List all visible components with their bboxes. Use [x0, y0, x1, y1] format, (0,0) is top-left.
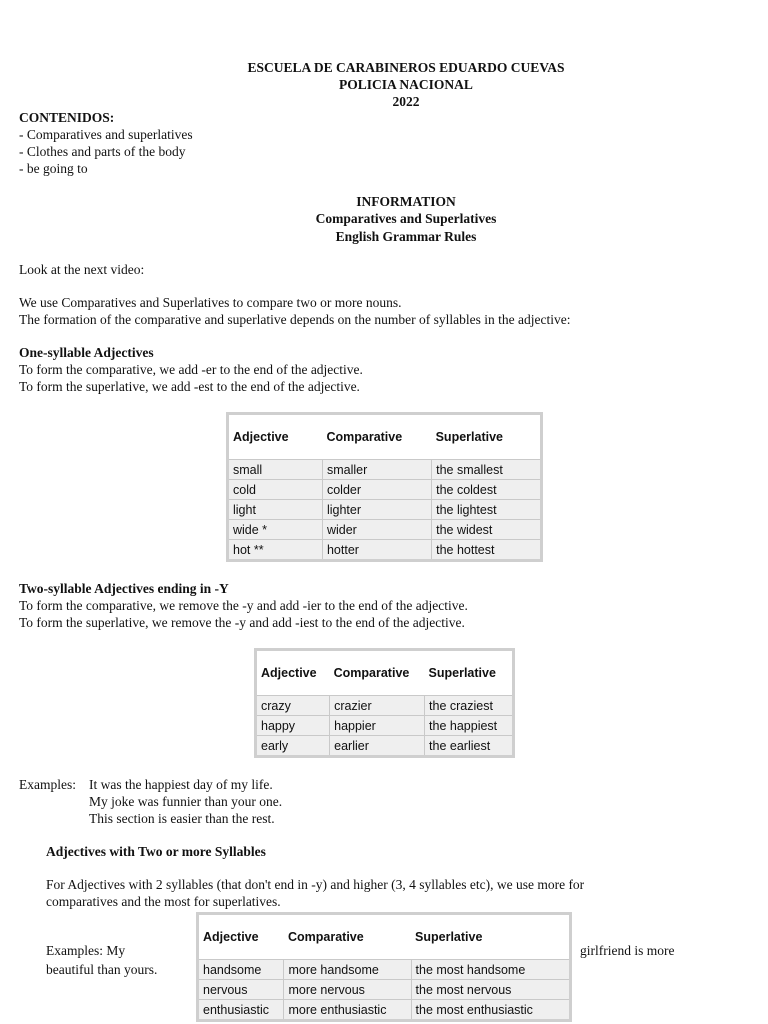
- table-cell: the smallest: [432, 460, 542, 480]
- table-cell: happier: [330, 716, 425, 736]
- table-cell: the most enthusiastic: [411, 1000, 570, 1021]
- table-cell: smaller: [322, 460, 431, 480]
- example-sentence: beautiful than yours.: [46, 962, 158, 977]
- table-header-row: [256, 650, 514, 696]
- table-cell: the happiest: [425, 716, 514, 736]
- table-cell: happy: [256, 716, 330, 736]
- examples-label: Examples:: [19, 777, 76, 792]
- table-row: [256, 736, 514, 757]
- example-sentence: girlfriend is more: [580, 943, 675, 958]
- table-row: [198, 980, 571, 1000]
- table-cell: more nervous: [284, 980, 411, 1000]
- rule-line: To form the comparative, we add -er to the end of the adjective.: [19, 362, 363, 377]
- table-row: [198, 960, 571, 980]
- section-heading: Two-syllable Adjectives ending in -Y: [19, 581, 229, 596]
- section-heading: One-syllable Adjectives: [19, 345, 154, 360]
- info-subtitle: English Grammar Rules: [335, 229, 477, 244]
- table-cell: lighter: [322, 500, 431, 520]
- contents-item: - Comparatives and superlatives: [19, 127, 193, 142]
- table-cell: hot **: [228, 540, 323, 561]
- table-row: [228, 460, 542, 480]
- table-row: [198, 1000, 571, 1021]
- table-cell: nervous: [198, 980, 284, 1000]
- intro-paragraph: We use Comparatives and Superlatives to compare two or more nouns.: [19, 295, 402, 310]
- table-cell: earlier: [330, 736, 425, 757]
- table-header: Comparative: [326, 430, 403, 444]
- table-cell: cold: [228, 480, 323, 500]
- table-cell: the most nervous: [411, 980, 570, 1000]
- table-cell: wider: [322, 520, 431, 540]
- rule-line: To form the comparative, we remove the -y and add -ier to the end of the adjective.: [19, 598, 468, 613]
- contents-item: - be going to: [19, 161, 88, 176]
- table-cell: the hottest: [432, 540, 542, 561]
- school-name: ESCUELA DE CARABINEROS EDUARDO CUEVAS: [247, 60, 565, 75]
- table-row: [228, 500, 542, 520]
- table-header: Comparative: [333, 666, 410, 680]
- table-header: Superlative: [428, 666, 496, 680]
- rule-paragraph: For Adjectives with 2 syllables (that don't end in -y) and higher (3, 4 syllables etc), we use more for: [46, 877, 585, 892]
- table-row: [228, 520, 542, 540]
- table-header-row: [228, 414, 542, 460]
- table-cell: the coldest: [432, 480, 542, 500]
- table-cell: handsome: [198, 960, 284, 980]
- table-cell: enthusiastic: [198, 1000, 284, 1021]
- contents-title: CONTENIDOS:: [19, 110, 115, 125]
- one-syllable-table: [226, 412, 543, 562]
- intro-paragraph: The formation of the comparative and superlative depends on the number of syllables in the adjective:: [19, 312, 571, 327]
- table-header: Adjective: [203, 930, 259, 944]
- table-cell: the craziest: [425, 696, 514, 716]
- table-row: [256, 716, 514, 736]
- info-subtitle: Comparatives and Superlatives: [315, 211, 497, 226]
- table-cell: small: [228, 460, 323, 480]
- table-cell: wide *: [228, 520, 323, 540]
- example-sentence: It was the happiest day of my life.: [89, 777, 273, 792]
- table-cell: light: [228, 500, 323, 520]
- table-row: [228, 540, 542, 561]
- table-cell: early: [256, 736, 330, 757]
- more-syllables-table: [196, 912, 572, 1022]
- table-cell: more handsome: [284, 960, 411, 980]
- table-header: Superlative: [435, 430, 503, 444]
- two-syllable-table: [254, 648, 515, 758]
- info-title: INFORMATION: [356, 194, 456, 209]
- table-header-row: [198, 914, 571, 960]
- table-cell: crazier: [330, 696, 425, 716]
- example-sentence: This section is easier than the rest.: [89, 811, 275, 826]
- contents-item: - Clothes and parts of the body: [19, 144, 186, 159]
- section-heading: Adjectives with Two or more Syllables: [46, 844, 266, 859]
- table-cell: the widest: [432, 520, 542, 540]
- table-cell: the lightest: [432, 500, 542, 520]
- example-sentence: Examples: My: [46, 943, 126, 958]
- rule-line: To form the superlative, we add -est to the end of the adjective.: [19, 379, 360, 394]
- table-cell: the most handsome: [411, 960, 570, 980]
- table-cell: hotter: [322, 540, 431, 561]
- year: 2022: [392, 94, 420, 109]
- table-header: Adjective: [233, 430, 289, 444]
- example-sentence: My joke was funnier than your one.: [89, 794, 283, 809]
- video-line: Look at the next video:: [19, 262, 145, 277]
- institution-name: POLICIA NACIONAL: [339, 77, 473, 92]
- table-header: Superlative: [415, 930, 483, 944]
- table-row: [228, 480, 542, 500]
- table-header: Adjective: [261, 666, 317, 680]
- table-cell: crazy: [256, 696, 330, 716]
- rule-line: To form the superlative, we remove the -y and add -iest to the end of the adjective.: [19, 615, 465, 630]
- table-cell: colder: [322, 480, 431, 500]
- table-row: [256, 696, 514, 716]
- rule-paragraph: comparatives and the most for superlatives.: [46, 894, 281, 909]
- table-cell: more enthusiastic: [284, 1000, 411, 1021]
- table-header: Comparative: [287, 930, 364, 944]
- table-cell: the earliest: [425, 736, 514, 757]
